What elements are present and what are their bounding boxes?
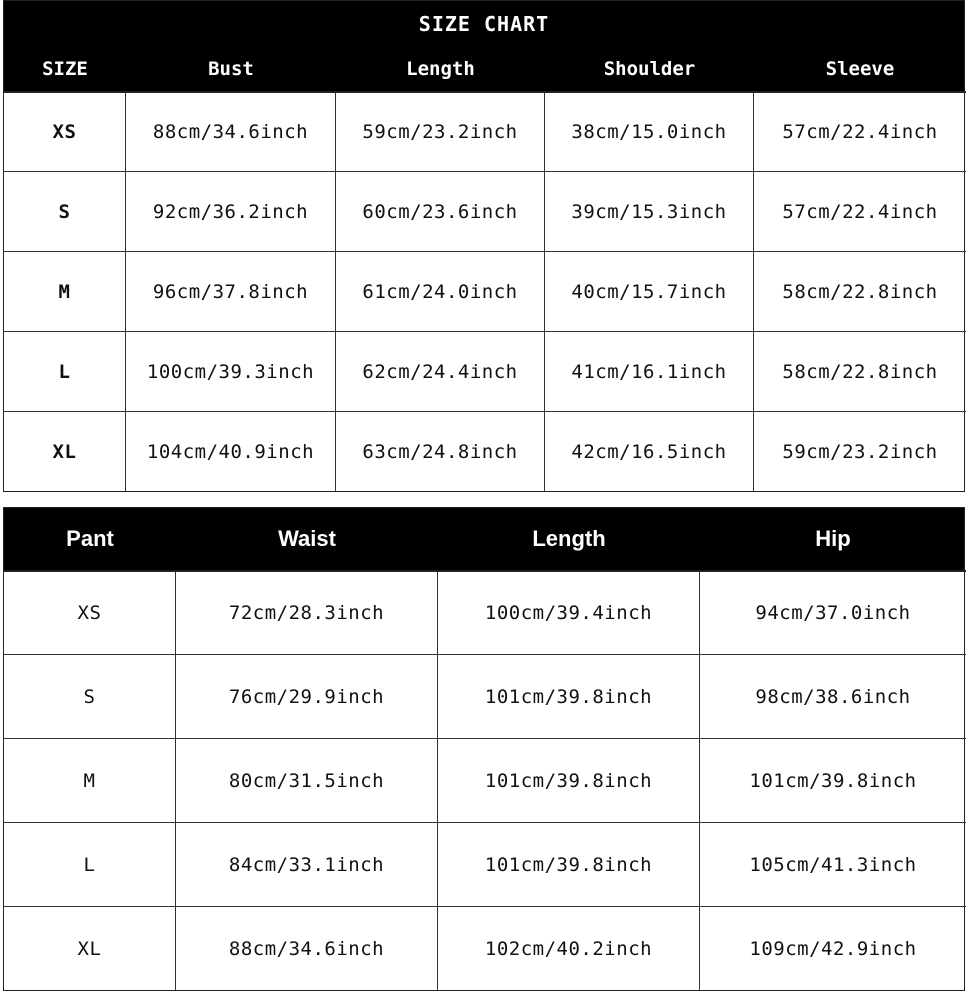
table-row	[4, 91, 964, 171]
table-row	[4, 654, 964, 738]
size-label: XS	[4, 91, 126, 171]
size-label: XS	[4, 570, 176, 654]
bust-value: 88cm/34.6inch	[126, 91, 336, 171]
size-label: XL	[4, 906, 176, 990]
table-row	[4, 331, 964, 411]
length-value: 101cm/39.8inch	[438, 654, 700, 738]
sleeve-value: 57cm/22.4inch	[754, 91, 966, 171]
top-size-chart	[3, 0, 965, 492]
table-row	[4, 171, 964, 251]
header-waist: Waist	[278, 526, 336, 551]
size-label: XL	[4, 411, 126, 491]
sleeve-value: 59cm/23.2inch	[754, 411, 966, 491]
size-label: L	[4, 331, 126, 411]
hip-value: 101cm/39.8inch	[700, 738, 966, 822]
length-value: 102cm/40.2inch	[438, 906, 700, 990]
waist-value: 80cm/31.5inch	[176, 738, 438, 822]
waist-value: 76cm/29.9inch	[176, 654, 438, 738]
size-label: M	[4, 251, 126, 331]
header-length: Length	[532, 526, 606, 551]
size-label: S	[4, 171, 126, 251]
pant-size-chart	[3, 507, 965, 991]
top-chart-header-row	[4, 46, 964, 91]
waist-value: 88cm/34.6inch	[176, 906, 438, 990]
table-row	[4, 411, 964, 491]
table-row	[4, 570, 964, 654]
shoulder-value: 38cm/15.0inch	[545, 91, 754, 171]
length-value: 100cm/39.4inch	[438, 570, 700, 654]
header-bust: Bust	[208, 57, 254, 80]
size-chart-title: SIZE CHART	[4, 1, 964, 46]
waist-value: 72cm/28.3inch	[176, 570, 438, 654]
header-shoulder: Shoulder	[603, 57, 696, 80]
sleeve-value: 57cm/22.4inch	[754, 171, 966, 251]
length-value: 62cm/24.4inch	[336, 331, 545, 411]
hip-value: 105cm/41.3inch	[700, 822, 966, 906]
waist-value: 84cm/33.1inch	[176, 822, 438, 906]
sleeve-value: 58cm/22.8inch	[754, 331, 966, 411]
table-row	[4, 822, 964, 906]
size-label: L	[4, 822, 176, 906]
header-length: Length	[406, 57, 475, 80]
bust-value: 100cm/39.3inch	[126, 331, 336, 411]
table-row	[4, 251, 964, 331]
size-label: S	[4, 654, 176, 738]
shoulder-value: 40cm/15.7inch	[545, 251, 754, 331]
shoulder-value: 42cm/16.5inch	[545, 411, 754, 491]
pant-chart-header-row	[4, 508, 964, 570]
length-value: 63cm/24.8inch	[336, 411, 545, 491]
size-label: M	[4, 738, 176, 822]
sleeve-value: 58cm/22.8inch	[754, 251, 966, 331]
header-sleeve: Sleeve	[825, 57, 895, 80]
table-row	[4, 738, 964, 822]
hip-value: 109cm/42.9inch	[700, 906, 966, 990]
header-pant: Pant	[66, 526, 114, 551]
header-hip: Hip	[815, 526, 851, 551]
length-value: 101cm/39.8inch	[438, 822, 700, 906]
hip-value: 94cm/37.0inch	[700, 570, 966, 654]
length-value: 59cm/23.2inch	[336, 91, 545, 171]
length-value: 61cm/24.0inch	[336, 251, 545, 331]
bust-value: 92cm/36.2inch	[126, 171, 336, 251]
length-value: 101cm/39.8inch	[438, 738, 700, 822]
bust-value: 96cm/37.8inch	[126, 251, 336, 331]
shoulder-value: 41cm/16.1inch	[545, 331, 754, 411]
hip-value: 98cm/38.6inch	[700, 654, 966, 738]
bust-value: 104cm/40.9inch	[126, 411, 336, 491]
length-value: 60cm/23.6inch	[336, 171, 545, 251]
table-row	[4, 906, 964, 990]
header-size: SIZE	[42, 57, 88, 80]
shoulder-value: 39cm/15.3inch	[545, 171, 754, 251]
